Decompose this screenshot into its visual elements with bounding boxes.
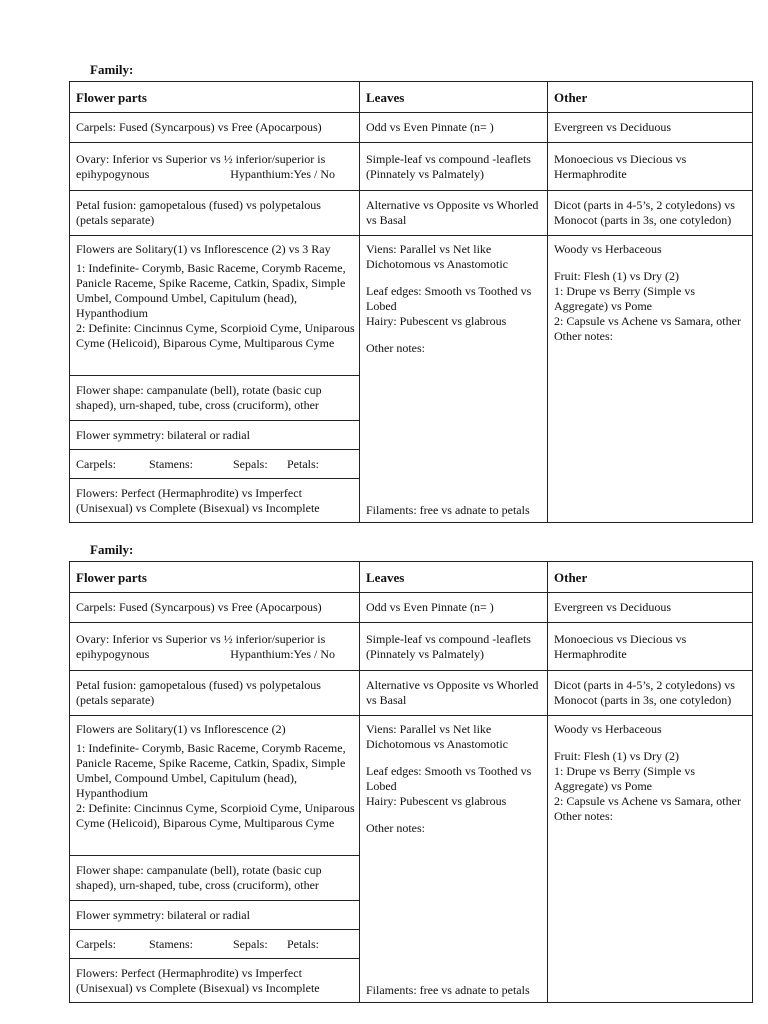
epihypogynous-text: epihypogynous xyxy=(76,646,150,661)
ovary-cell[interactable] xyxy=(70,623,360,671)
flower-shape-cell[interactable]: Flower shape: campanulate (bell), rotate (basic cup shaped), urn-shaped, tube, cross (cruciform), other xyxy=(70,376,360,421)
carpels-fusion-cell[interactable]: Carpels: Fused (Syncarpous) vs Free (Apocarpous) xyxy=(70,593,360,623)
indefinite-text: 1: Indefinite- Corymb, Basic Raceme, Corymb Raceme, Panicle Raceme, Spike Raceme, Catkin, Spadix, Simple Umbel, Compound Umbel, Capitulum (head), Hypanthodium xyxy=(76,741,346,800)
table-row xyxy=(70,191,753,236)
table-row xyxy=(70,716,753,856)
flower-shape-cell[interactable]: Flower shape: campanulate (bell), rotate (basic cup shaped), urn-shaped, tube, cross (cruciform), other xyxy=(70,856,360,901)
table-row xyxy=(70,623,753,671)
flower-symmetry-cell[interactable]: Flower symmetry: bilateral or radial xyxy=(70,901,360,930)
viens-text: Viens: Parallel vs Net like Dichotomous vs Anastomotic xyxy=(366,242,508,271)
inflorescence-cell[interactable] xyxy=(70,236,360,376)
ovary-text: Ovary: Inferior vs Superior vs ½ inferior/superior is xyxy=(76,151,326,166)
leaf-arrangement-cell[interactable]: Alternative vs Opposite vs Whorled vs Basal xyxy=(360,191,548,236)
table-row xyxy=(70,143,753,191)
evergreen-cell[interactable]: Evergreen vs Deciduous xyxy=(548,113,753,143)
family-label: Family: xyxy=(90,62,134,77)
header-flower-parts: Flower parts xyxy=(70,562,360,593)
leaves-notes-cell[interactable] xyxy=(360,236,548,523)
woody-text: Woody vs Herbaceous xyxy=(554,722,662,736)
evergreen-cell[interactable]: Evergreen vs Deciduous xyxy=(548,593,753,623)
table-row xyxy=(70,236,753,376)
leaf-arrangement-cell[interactable]: Alternative vs Opposite vs Whorled vs Basal xyxy=(360,671,548,716)
indefinite-text: 1: Indefinite- Corymb, Basic Raceme, Corymb Raceme, Panicle Raceme, Spike Raceme, Catkin, Spadix, Simple Umbel, Compound Umbel, Capitulum (head), Hypanthodium xyxy=(76,261,346,320)
woody-text: Woody vs Herbaceous xyxy=(554,242,662,256)
other-notes-cell[interactable] xyxy=(548,716,753,1003)
petals-count-label: Petals: xyxy=(287,456,319,471)
flower-symmetry-cell[interactable]: Flower symmetry: bilateral or radial xyxy=(70,421,360,450)
viens-text: Viens: Parallel vs Net like Dichotomous vs Anastomotic xyxy=(366,722,508,751)
filaments-text: Filaments: free vs adnate to petals xyxy=(366,983,530,997)
ovary-line-2 xyxy=(76,167,355,182)
leaves-notes-cell[interactable] xyxy=(360,716,548,1003)
header-row xyxy=(70,562,753,593)
fruit-dry-text: 2: Capsule vs Achene vs Samara, other xyxy=(554,314,741,328)
table-row xyxy=(70,113,753,143)
definite-text: 2: Definite: Cincinnus Cyme, Scorpioid Cyme, Uniparous Cyme (Helicoid), Biparous Cyme, Multiparous Cyme xyxy=(76,321,355,350)
fruit-text: Fruit: Flesh (1) vs Dry (2) xyxy=(554,749,679,763)
leaves-other-notes: Other notes: xyxy=(366,821,425,835)
fruit-dry-text: 2: Capsule vs Achene vs Samara, other xyxy=(554,794,741,808)
header-leaves: Leaves xyxy=(360,82,548,113)
petal-fusion-cell[interactable]: Petal fusion: gamopetalous (fused) vs polypetalous (petals separate) xyxy=(70,191,360,236)
petal-fusion-cell[interactable]: Petal fusion: gamopetalous (fused) vs polypetalous (petals separate) xyxy=(70,671,360,716)
header-row xyxy=(70,82,753,113)
monoecious-cell[interactable]: Monoecious vs Diecious vs Hermaphrodite xyxy=(548,623,753,671)
family-label: Family: xyxy=(90,542,134,557)
ovary-line-2 xyxy=(76,647,355,662)
leaf-edges-text: Leaf edges: Smooth vs Toothed vs Lobed xyxy=(366,284,532,313)
leaves-other-notes: Other notes: xyxy=(366,341,425,355)
sepals-count-label: Sepals: xyxy=(233,936,268,951)
identification-table xyxy=(69,561,753,1003)
hypanthium-text: Hypanthium:Yes / No xyxy=(230,166,335,181)
solitary-text: Flowers are Solitary(1) vs Inflorescence (2) vs 3 Ray xyxy=(76,242,331,256)
carpels-fusion-cell[interactable]: Carpels: Fused (Syncarpous) vs Free (Apocarpous) xyxy=(70,113,360,143)
simple-compound-cell[interactable]: Simple-leaf vs compound -leaflets (Pinnately vs Palmately) xyxy=(360,143,548,191)
stamens-count-label: Stamens: xyxy=(149,456,193,471)
fruit-fleshy-text: 1: Drupe vs Berry (Simple vs Aggregate) vs Pome xyxy=(554,284,695,313)
counts-cell[interactable] xyxy=(70,450,360,479)
carpels-count-label: Carpels: xyxy=(76,936,116,951)
stamens-count-label: Stamens: xyxy=(149,936,193,951)
other-notes-text: Other notes: xyxy=(554,809,613,823)
epihypogynous-text: epihypogynous xyxy=(76,166,150,181)
carpels-count-label: Carpels: xyxy=(76,456,116,471)
header-leaves: Leaves xyxy=(360,562,548,593)
monoecious-cell[interactable]: Monoecious vs Diecious vs Hermaphrodite xyxy=(548,143,753,191)
leaf-edges-text: Leaf edges: Smooth vs Toothed vs Lobed xyxy=(366,764,532,793)
dicot-monocot-cell[interactable]: Dicot (parts in 4-5’s, 2 cotyledons) vs Monocot (parts in 3s, one cotyledon) xyxy=(548,191,753,236)
header-other: Other xyxy=(548,562,753,593)
inflorescence-cell[interactable] xyxy=(70,716,360,856)
hairy-text: Hairy: Pubescent vs glabrous xyxy=(366,314,507,328)
counts-cell[interactable] xyxy=(70,930,360,959)
other-notes-cell[interactable] xyxy=(548,236,753,523)
header-other: Other xyxy=(548,82,753,113)
definite-text: 2: Definite: Cincinnus Cyme, Scorpioid Cyme, Uniparous Cyme (Helicoid), Biparous Cyme, Multiparous Cyme xyxy=(76,801,355,830)
other-notes-text: Other notes: xyxy=(554,329,613,343)
fruit-fleshy-text: 1: Drupe vs Berry (Simple vs Aggregate) vs Pome xyxy=(554,764,695,793)
fruit-text: Fruit: Flesh (1) vs Dry (2) xyxy=(554,269,679,283)
hairy-text: Hairy: Pubescent vs glabrous xyxy=(366,794,507,808)
perfect-flowers-cell[interactable]: Flowers: Perfect (Hermaphrodite) vs Imperfect (Unisexual) vs Complete (Bisexual) vs Incomplete xyxy=(70,959,360,1003)
identification-table xyxy=(69,81,753,523)
ovary-cell[interactable] xyxy=(70,143,360,191)
dicot-monocot-cell[interactable]: Dicot (parts in 4-5’s, 2 cotyledons) vs Monocot (parts in 3s, one cotyledon) xyxy=(548,671,753,716)
table-row xyxy=(70,593,753,623)
simple-compound-cell[interactable]: Simple-leaf vs compound -leaflets (Pinnately vs Palmately) xyxy=(360,623,548,671)
hypanthium-text: Hypanthium:Yes / No xyxy=(230,646,335,661)
sepals-count-label: Sepals: xyxy=(233,456,268,471)
pinnate-cell[interactable]: Odd vs Even Pinnate (n= ) xyxy=(360,113,548,143)
petals-count-label: Petals: xyxy=(287,936,319,951)
table-row xyxy=(70,671,753,716)
perfect-flowers-cell[interactable]: Flowers: Perfect (Hermaphrodite) vs Imperfect (Unisexual) vs Complete (Bisexual) vs Incomplete xyxy=(70,479,360,523)
pinnate-cell[interactable]: Odd vs Even Pinnate (n= ) xyxy=(360,593,548,623)
solitary-text: Flowers are Solitary(1) vs Inflorescence (2) xyxy=(76,722,286,736)
filaments-text: Filaments: free vs adnate to petals xyxy=(366,503,530,517)
ovary-text: Ovary: Inferior vs Superior vs ½ inferior/superior is xyxy=(76,631,326,646)
header-flower-parts: Flower parts xyxy=(70,82,360,113)
